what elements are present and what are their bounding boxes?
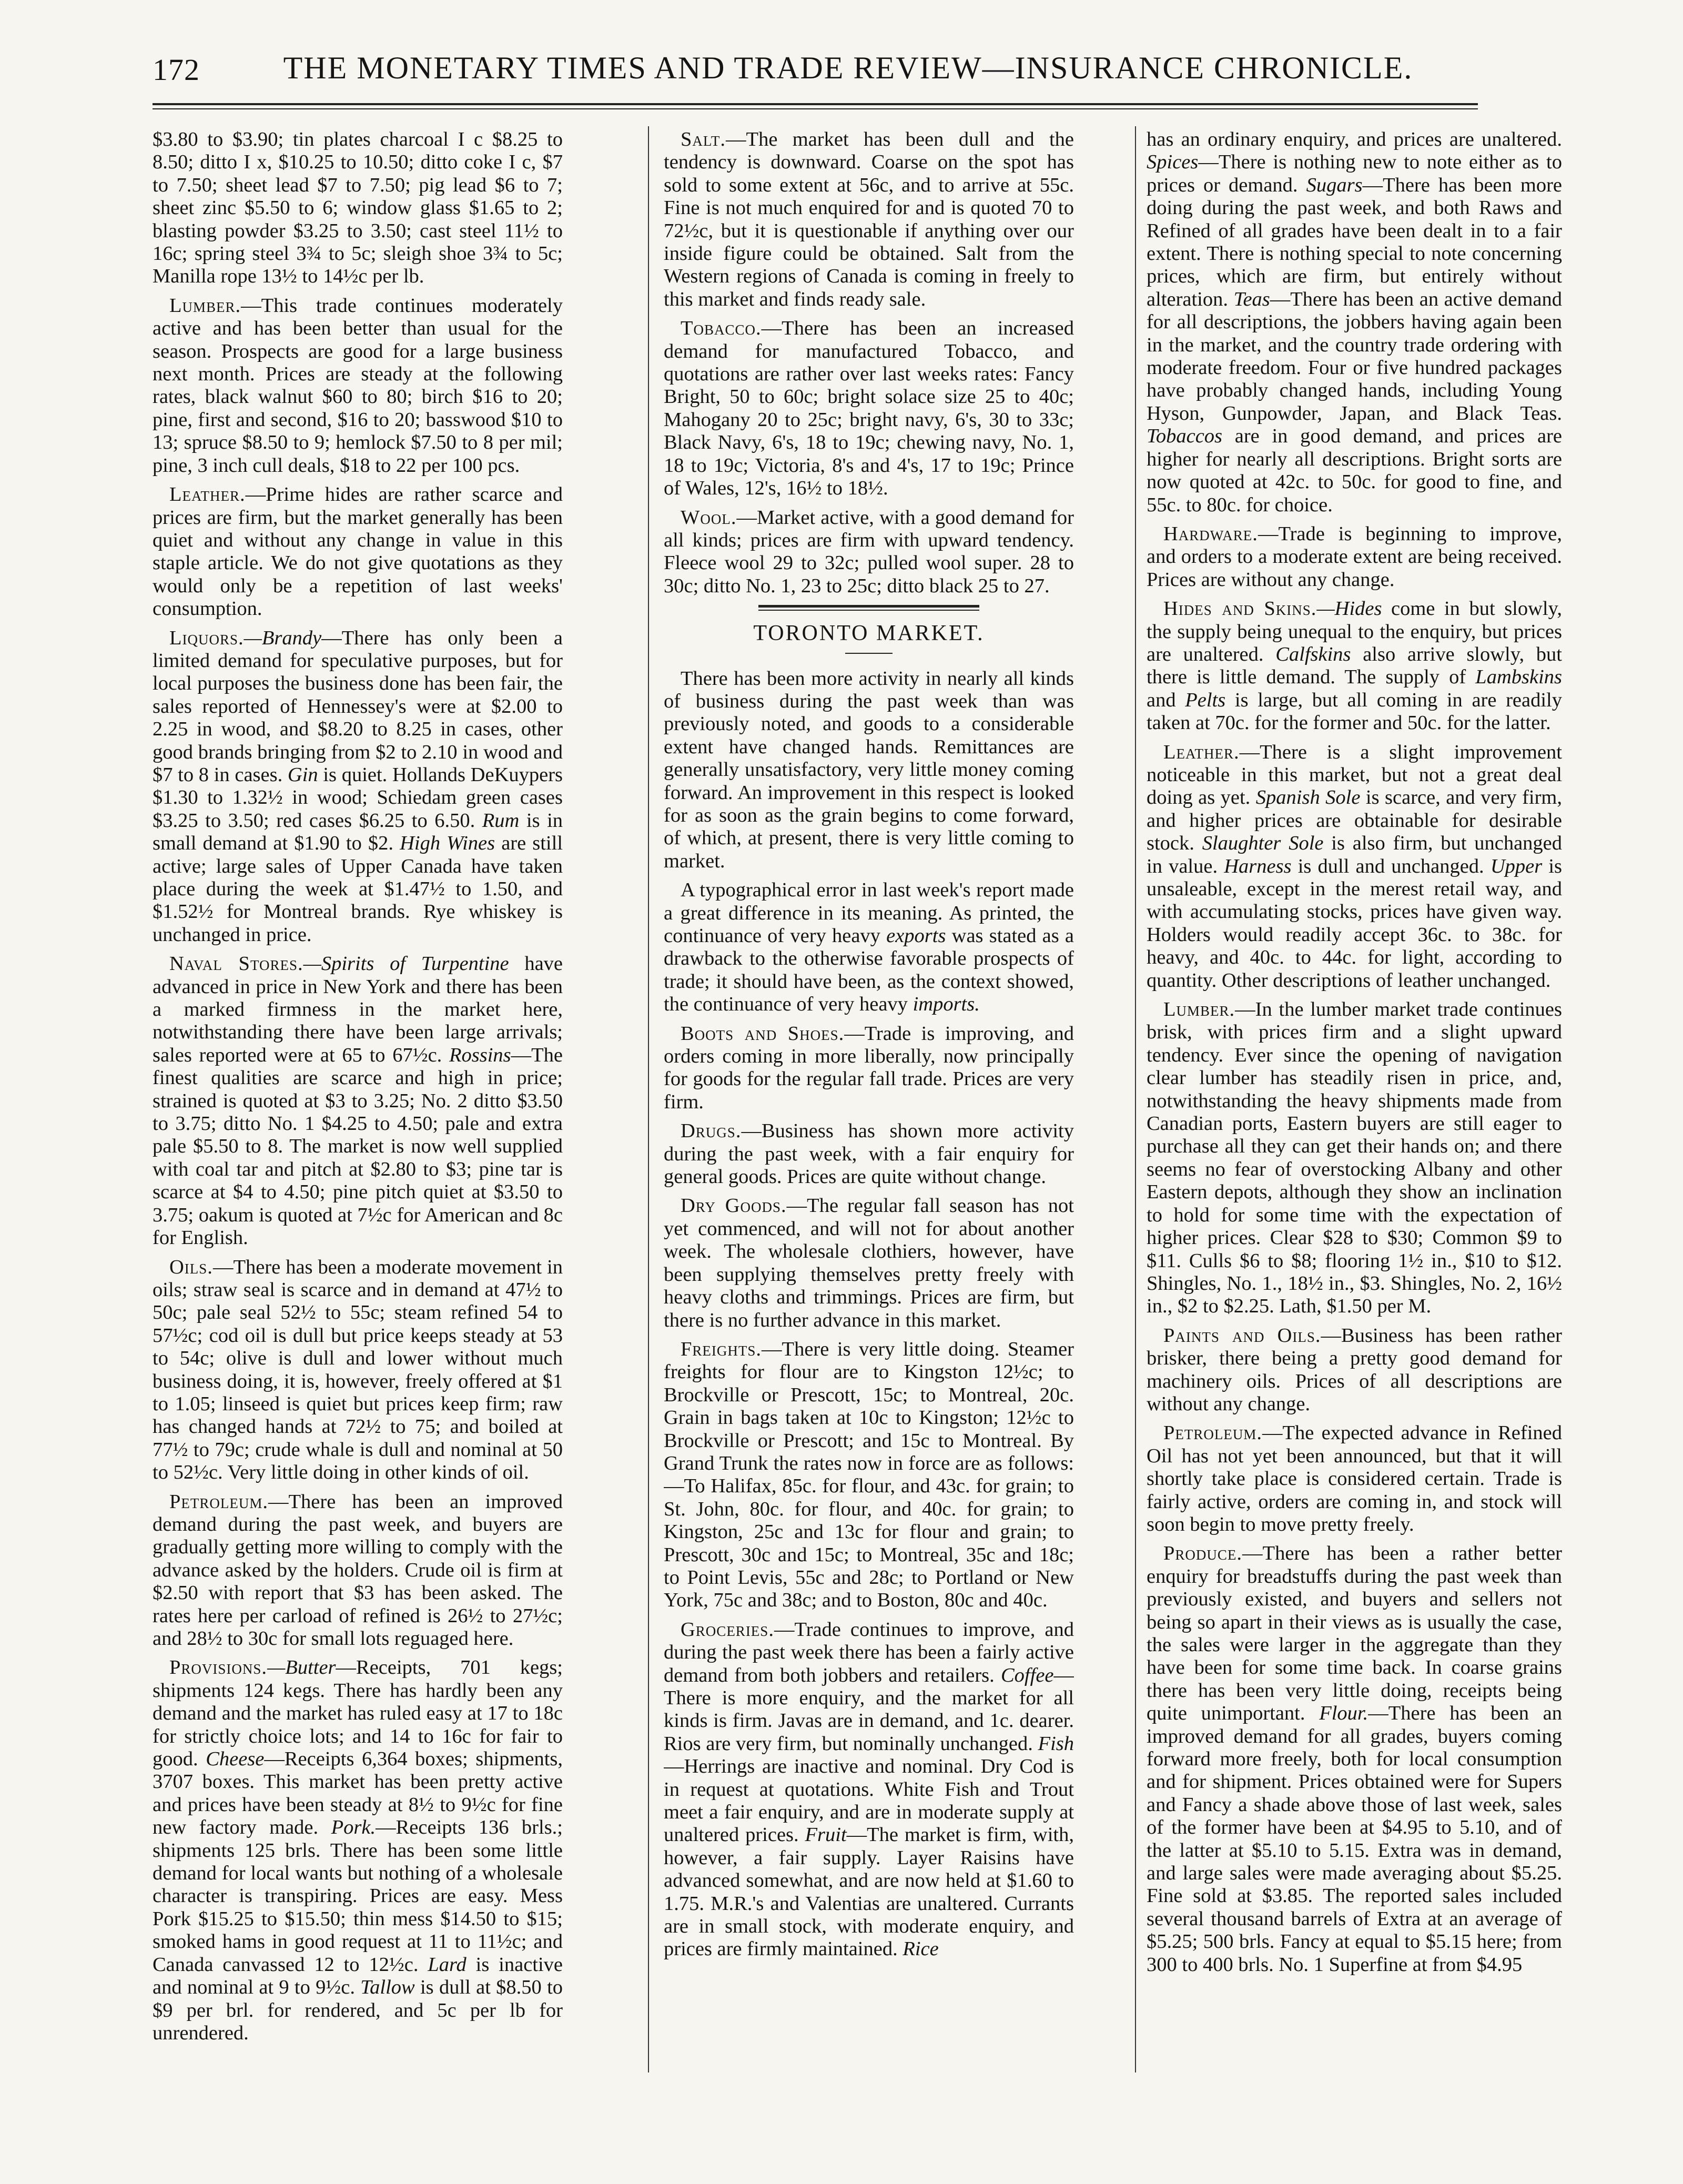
paragraph-text: has an ordinary enquiry, and prices are unaltered. xyxy=(1147,128,1562,150)
paragraph-text: —Business has shown more activity during the past week, with a fair enquiry for general goods. Prices are quite without change. xyxy=(664,1120,1074,1188)
paragraph-text: —Trade is beginning to improve, and orders to a moderate extent are being received. Prices are without any change. xyxy=(1147,522,1562,591)
sub-heading: Rossins xyxy=(449,1044,511,1066)
paragraph-text: —The expected advance in Refined Oil has not yet been announced, but that it will shortly take place is considered certain. Trade is fairly active, orders are coming in, and stock will soon begin to move pretty freely. xyxy=(1147,1422,1562,1535)
sub-heading: Spanish Sole xyxy=(1255,786,1361,809)
paragraph-text: —In the lumber market trade continues brisk, with prices firm and a slight upward tendency. Ever since the opening of navigation clear lumber has steadily risen in price, and, notwithstanding the heavy shipments made from Canadian ports, Eastern buyers are still eager to purchase all they can get their hands on; and there seems no fear of overstocking Albany and other Eastern depots, although they show an inclination to hold for some time with the expectation of higher prices. Clear $28 to $30; Common $9 to $11. Culls $6 to $8; flooring 1½ in., $10 to $12. Shingles, No. 1., 18½ in., $3. Shingles, No. 2, 16½ in., $2 to $2.25. Lath, $1.50 per M. xyxy=(1147,998,1562,1318)
paragraph-text: is large, but all coming in are readily taken at 70c. for the former and 50c. for the latter. xyxy=(1147,689,1562,734)
paragraph-text: There has been more activity in nearly all kinds of business during the past week than was previously noted, and goods to a considerable extent have changed hands. Remittances are generally unsatisfactory, very little money coming forward. An improvement in this respect is looked for as soon as the grain begins to come forward, of which, at present, there is very little coming to market. xyxy=(664,667,1074,872)
column-divider xyxy=(1135,126,1136,2072)
paragraph-text: —The regular fall season has not yet commenced, and will not for about another week. The wholesale clothiers, however, have been supplying themselves pretty freely with heavy cloths and trimmings. Prices are firm, but there is no further advance in this market. xyxy=(664,1195,1074,1331)
paragraph-text: is quiet. Hollands DeKuypers $1.30 to 1.32½ in wood; Schiedam green cases $3.25 to 3.50; red cases $6.25 to 6.50. xyxy=(153,763,563,832)
boots-report xyxy=(664,1023,1074,1114)
paragraph-text: —There is very little doing. Steamer freights for flour are to Kingston 12½c; to Brockville or Prescott, 15c; to Montreal, 20c. Grain in bags taken at 10c to Kingston; 12½c to Brockville or Prescott; and 15c to Montreal. By Grand Trunk the rates now in force are as follows:—To Halifax, 85c. for flour, and 43c. for grain; to St. John, 80c. for flour, and 40c. for grain; to Kingston, 25c and 13c for flour and grain; to Prescott, 30c and 15c; to Montreal, 35c and 18c; to Point Levis, 55c and 28c; to Portland or New York, 75c and 38c; and to Boston, 80c and 40c. xyxy=(664,1338,1074,1612)
sub-heading: Fish xyxy=(1038,1732,1074,1755)
section-heading: Dry Goods. xyxy=(681,1195,787,1217)
sub-heading: Harness xyxy=(1224,855,1292,877)
masthead xyxy=(153,50,1478,92)
sub-heading: Cheese xyxy=(206,1748,265,1771)
section-heading: Liquors. xyxy=(169,626,244,649)
section-heading: Boots and Shoes. xyxy=(681,1022,845,1045)
paragraph-text: —There has been more doing during the past week, and both Raws and Refined of all grades have been dealt in to a fair extent. There is nothing special to note concerning prices, which are firm, but entirely without alteration. xyxy=(1147,174,1562,310)
section-heading: Lumber. xyxy=(169,294,241,317)
sub-heading: Gin xyxy=(287,763,318,786)
paragraph-text: A typographical error in last week's report made a great difference in its meaning. As printed, the continuance of very heavy xyxy=(664,879,1074,947)
sub-heading: Lard xyxy=(428,1953,467,1976)
paragraph-text: is inactive and nominal at 9 to 9½c. xyxy=(153,1953,563,1999)
article-paragraph xyxy=(153,128,563,288)
section-heading: Provisions. xyxy=(169,1656,268,1679)
paragraph-text: have advanced in price in New York and there has been a marked firmness in the market here, notwithstanding there have been large arrivals; sales reported were at 65 to 67½c. xyxy=(153,953,563,1066)
column-1 xyxy=(153,128,563,2064)
petroleum-report xyxy=(1147,1422,1562,1536)
paragraph-text: come in but slowly, the supply being unequal to the enquiry, but prices are unaltered. xyxy=(1147,598,1562,665)
paragraph-text: —There has been an improved demand for all grades, buyers coming forward more freely, both for local consumption and for shipment. Prices obtained were for Supers and Fancy a shade above those of last week, sales of the former have been at $4.95 to 5.10, and of the latter at $5.10 to 5.15. Extra was in demand, and large sales were made averaging about $5.25. Fine sold at $3.85. The reported sales included several thousand barrels of Extra at an average of $5.25; 500 brls. Fancy at equal to $5.15 here; from 300 to 400 brls. No. 1 Superfine at from $4.95 xyxy=(1147,1702,1562,1976)
section-heading: Leather. xyxy=(1163,741,1240,763)
paragraph-text: —There has only been a limited demand for speculative purposes, but for local purposes the business done has been fair, the sales reported of Hennessey's were at $2.00 to 2.25 in wood, and $8.20 to 8.25 in cases, other good brands bringing from $2 to 2.10 in wood and $7 to 8 in cases. xyxy=(153,626,563,786)
paragraph-text: —Trade is improving, and orders coming in more liberally, now principally for goods for the regular fall trade. Prices are very firm. xyxy=(664,1022,1074,1113)
paragraph-text: —There has been a moderate movement in oils; straw seal is scarce and in demand at 47½ to 50c; pale seal 52½ to 55c; steam refined 54 to 57½c; cod oil is dull but price keeps steady at 53 to 54c; olive is dull and lower without much business doing, it is, however, freely offered at $1 to 1.05; linseed is quiet but prices keep firm; raw has changed hands at 72½ to 75; and boiled at 77½ to 79c; crude whale is dull and nominal at 50 to 52½c. Very little doing in other kinds of oil. xyxy=(153,1256,563,1484)
lumber-report xyxy=(1147,998,1562,1318)
paragraph-text: —The market has been dull and the tendency is downward. Coarse on the spot has sold to some extent at 56c, and to arrive at 55c. Fine is not much enquired for and is quoted 70 to 72½c, but it is questionable if anything over our inside figure could be obtained. Salt from the Western regions of Canada is coming in freely to this market and finds ready sale. xyxy=(664,128,1074,310)
sub-heading: High Wines xyxy=(400,832,495,855)
paragraph-text: —There is nothing new to note either as to prices or demand. xyxy=(1147,151,1562,196)
section-heading: Groceries. xyxy=(681,1618,774,1641)
column-3 xyxy=(1147,128,1562,2064)
toronto-market-title: TORONTO MARKET. xyxy=(753,621,985,646)
paragraph-text: and xyxy=(1147,689,1176,711)
paragraph-text: —There has been an increased demand for manufactured Tobacco, and quotations are rather over last weeks rates: Fancy Bright, 50 to 60c; bright solace size 25 to 40c; Mahogany 20 to 25c; bright navy, 6's, 30 to 33c; Black Navy, 6's, 18 to 19c; chewing navy, No. 1, 18 to 19c; Victoria, 8's and 4's, 17 to 19c; Prince of Wales, 12's, 16½ to 18½. xyxy=(664,317,1074,500)
lumber-report xyxy=(153,295,563,477)
section-divider xyxy=(758,605,979,611)
paragraph-text: is scarce, and very firm, and higher prices are obtainable for desirable stock. xyxy=(1147,786,1562,855)
paragraph-text: —Business has been rather brisker, there being a pretty good demand for machinery oils. Prices of all descriptions are without any change. xyxy=(1147,1324,1562,1415)
emphasis-word: imports. xyxy=(913,993,980,1016)
freights-report xyxy=(664,1338,1074,1612)
section-heading: Paints and Oils. xyxy=(1163,1324,1321,1347)
paragraph-text: —There has been an improved demand during the past week, and buyers are gradually getting more willing to comply with the advance asked by the holders. Crude oil is firm at $2.50 with report that $3 has been asked. The rates here per carload of refined is 26½ to 27½c; and 28½ to 30c for small lots reguaged here. xyxy=(153,1490,563,1650)
oils-report xyxy=(153,1256,563,1484)
paragraph-text: are in good demand, and prices are higher for nearly all descriptions. Bright sorts are now quoted at 42c. to 50c. for good to fine, and 55c. to 80c. for choice. xyxy=(1147,425,1562,516)
paragraph-text: —Receipts, 701 kegs; shipments 124 kegs. There has hardly been any demand and the market has ruled easy at 17 to 18c for strictly choice lots; and 14 to 16c for fair to good. xyxy=(153,1656,563,1771)
petroleum-report xyxy=(153,1491,563,1651)
header-rule-thin xyxy=(153,108,1478,109)
sub-heading: —Brandy xyxy=(244,626,322,649)
sub-heading: Tobaccos xyxy=(1147,425,1223,448)
paragraph-text: —Receipts 6,364 boxes; shipments, 3707 boxes. This market has been pretty active and prices have been steady at 8½ to 9½c for fine new factory made. xyxy=(153,1748,563,1839)
paragraph-text: —The market is firm, with, however, a fair supply. Layer Raisins have advanced somewhat, and are now held at $1.60 to 1.75. M.R.'s and Valentias are unaltered. Currants are in small stock, with moderate enquiry, and prices are firmly maintained. xyxy=(664,1824,1074,1960)
paragraph-text: —There is more enquiry, and the market for all kinds is firm. Javas are in demand, and 1c. dearer. Rios are very firm, but nominally unchanged. xyxy=(664,1664,1074,1755)
tobacco-report xyxy=(664,317,1074,500)
paragraph-text: was stated as a drawback to the otherwise favorable prospects of trade; it should have been, as the context showed, the continuance of very heavy xyxy=(664,925,1074,1016)
liquors-report xyxy=(153,627,563,947)
paragraph-text: —The finest qualities are scarce and high in price; strained is quoted at $3 to 3.25; No. 2 ditto $3.50 to 3.75; ditto No. 1 $4.25 to 4.50; pale and extra pale $5.50 to 8. The market is now well supplied with coal tar and pitch at $2.80 to $3; pine tar is scarce at $4 to 4.50; pine pitch quiet at $3.50 to 3.75; oakum is quoted at 7½c for American and 8c for English. xyxy=(153,1044,563,1249)
sub-heading: Spices xyxy=(1147,151,1199,174)
hides-report xyxy=(1147,598,1562,734)
sub-heading: Pelts xyxy=(1185,689,1226,711)
dry-goods-report xyxy=(664,1195,1074,1331)
sub-heading: —Butter xyxy=(267,1656,336,1679)
drugs-report xyxy=(664,1120,1074,1188)
paragraph-text: $3.80 to $3.90; tin plates charcoal I c $8.25 to 8.50; ditto I x, $10.25 to 10.50; ditto coke I c, $7 to 7.50; sheet lead $7 to 7.50; pig lead $6 to 7; sheet zinc $5.50 to 6; window glass $1.65 to 2; blasting powder $3.25 to 3.50; cast steel 11½ to 16c; spring steel 3¾ to 5c; sleigh shoe 3¾ to 5c; Manilla rope 13½ to 14½c per lb. xyxy=(153,128,563,288)
naval-stores-report xyxy=(153,953,563,1249)
paragraph-text: —There has been an active demand for all descriptions, the jobbers having again been in the market, and the country trade ordering with moderate freedom. Four or five hundred packages have probably changed hands, including Young Hyson, Gunpowder, Japan, and Black Teas. xyxy=(1147,288,1562,424)
sub-heading: Slaughter Sole xyxy=(1202,832,1324,855)
paragraph-text: —Trade continues to improve, and during the past week there has been a fairly active demand from both jobbers and retailers. xyxy=(664,1618,1074,1686)
section-heading: Salt. xyxy=(681,128,726,150)
leather-report xyxy=(153,483,563,620)
produce-report xyxy=(1147,1542,1562,1976)
sub-heading: Calfskins xyxy=(1275,643,1351,665)
section-heading: Hides and Skins. xyxy=(1163,598,1317,620)
sub-heading: Rum xyxy=(482,809,520,832)
section-heading: Leather. xyxy=(169,483,246,506)
hardware-report xyxy=(1147,523,1562,591)
sub-heading: Fruit xyxy=(805,1824,847,1846)
section-heading: Hardware. xyxy=(1163,522,1258,545)
paragraph-text: —Prime hides are rather scarce and prices are firm, but the market generally has been quiet and without any change in value in this staple article. We do not give quotations as they would only be a repetition of last weeks' consumption. xyxy=(153,483,563,620)
leather-report xyxy=(1147,741,1562,992)
wool-report xyxy=(664,507,1074,598)
groceries-continued xyxy=(1147,128,1562,517)
paragraph-text: —This trade continues moderately active and has been better than usual for the season. Prospects are good for a large business next month. Prices are steady at the following rates, black walnut $60 to 80; birch $16 to 20; pine, first and second, $16 to 20; basswood $10 to 13; spruce $8.50 to 9; hemlock $7.50 to 8 per mil; pine, 3 inch cull deals, $18 to 22 per 100 pcs. xyxy=(153,294,563,477)
journal-title: THE MONETARY TIMES AND TRADE REVIEW—INSURANCE CHRONICLE. xyxy=(283,50,1413,85)
paragraph-text: is dull at $8.50 to $9 per brl. for rendered, and 5c per lb for unrendered. xyxy=(153,1976,563,2044)
sub-heading: Coffee xyxy=(1001,1664,1054,1686)
sub-heading: —Hides xyxy=(1316,598,1382,620)
provisions-report xyxy=(153,1656,563,2045)
section-heading: Freights. xyxy=(681,1338,762,1360)
sub-heading: Teas xyxy=(1233,288,1270,310)
header-rule xyxy=(153,103,1478,105)
section-heading: Produce. xyxy=(1163,1542,1243,1565)
sub-heading: Sugars xyxy=(1306,174,1363,196)
section-heading: Wool. xyxy=(681,506,737,529)
sub-heading: Pork. xyxy=(331,1816,376,1839)
column-divider xyxy=(648,126,649,2072)
sub-heading: Flour. xyxy=(1319,1702,1368,1725)
section-heading: Petroleum. xyxy=(1163,1422,1263,1444)
paragraph-text: is in small demand at $1.90 to $2. xyxy=(153,809,563,855)
correction-note xyxy=(664,879,1074,1016)
paragraph-text: also arrive slowly, but there is little demand. The supply of xyxy=(1147,643,1562,689)
section-heading: Lumber. xyxy=(1163,998,1235,1021)
paragraph-text: is dull and unchanged. xyxy=(1297,855,1484,877)
sub-heading: Rice xyxy=(903,1938,939,1960)
section-heading: Oils. xyxy=(169,1256,213,1278)
page-number: 172 xyxy=(153,53,200,87)
sub-heading: —Spirits of Turpentine xyxy=(303,953,509,975)
paints-oils-report xyxy=(1147,1324,1562,1416)
section-heading: Drugs. xyxy=(681,1120,742,1142)
paragraph-text: is also firm, but unchanged in value. xyxy=(1147,832,1562,877)
sub-heading: Tallow xyxy=(360,1976,415,1999)
groceries-report xyxy=(664,1619,1074,1961)
sub-heading: Lambskins xyxy=(1475,666,1562,689)
paragraph-text: —Market active, with a good demand for all kinds; prices are firm with upward tendency. Fleece wool 29 to 32c; pulled wool super. 28 to 30c; ditto No. 1, 23 to 25c; ditto black 25 to 27. xyxy=(664,506,1074,597)
sub-heading: Upper xyxy=(1490,855,1543,877)
paragraph-text: —There is a slight improvement noticeable in this market, but not a great deal doing as yet. xyxy=(1147,741,1562,809)
paragraph-text: —There has been a rather better enquiry for breadstuffs during the past week than previously existed, and buyers and sellers not being so apart in their views as is usually the case, the sales were larger in the aggregate than they have been for some time back. In coarse grains there has been very little doing, receipts being quite unimportant. xyxy=(1147,1542,1562,1725)
title-rule xyxy=(845,653,893,654)
section-heading: Petroleum. xyxy=(169,1490,269,1513)
salt-report xyxy=(664,128,1074,311)
section-heading: Tobacco. xyxy=(681,317,762,340)
paragraph-text: —Herrings are inactive and nominal. Dry Cod is in request at quotations. White Fish and Trout meet a fair enquiry, and are in moderate supply at unaltered prices. xyxy=(664,1755,1074,1846)
column-2 xyxy=(664,128,1074,2064)
paragraph-text: —Receipts 136 brls.; shipments 125 brls. There has been some little demand for local wants but nothing of a wholesale character is transpiring. Prices are easy. Mess Pork $15.25 to $15.50; thin mess $14.50 to $15; smoked hams in good request at 11 to 11½c; and Canada canvassed 12 to 12½c. xyxy=(153,1816,563,1976)
toronto-intro xyxy=(664,668,1074,873)
emphasis-word: exports xyxy=(886,925,946,947)
paragraph-text: are still active; large sales of Upper Canada have taken place during the week at $1.47½ to 1.50, and $1.52½ for Montreal brands. Rye whiskey is unchanged in price. xyxy=(153,832,563,946)
paragraph-text: is unsaleable, except in the merest retail way, and with accumulating stocks, prices have given way. Holders would readily accept 36c. to 38c. for heavy, and 40c. to 44c. for light, according to quantity. Other descriptions of leather unchanged. xyxy=(1147,855,1562,992)
section-heading: Naval Stores. xyxy=(169,953,303,975)
